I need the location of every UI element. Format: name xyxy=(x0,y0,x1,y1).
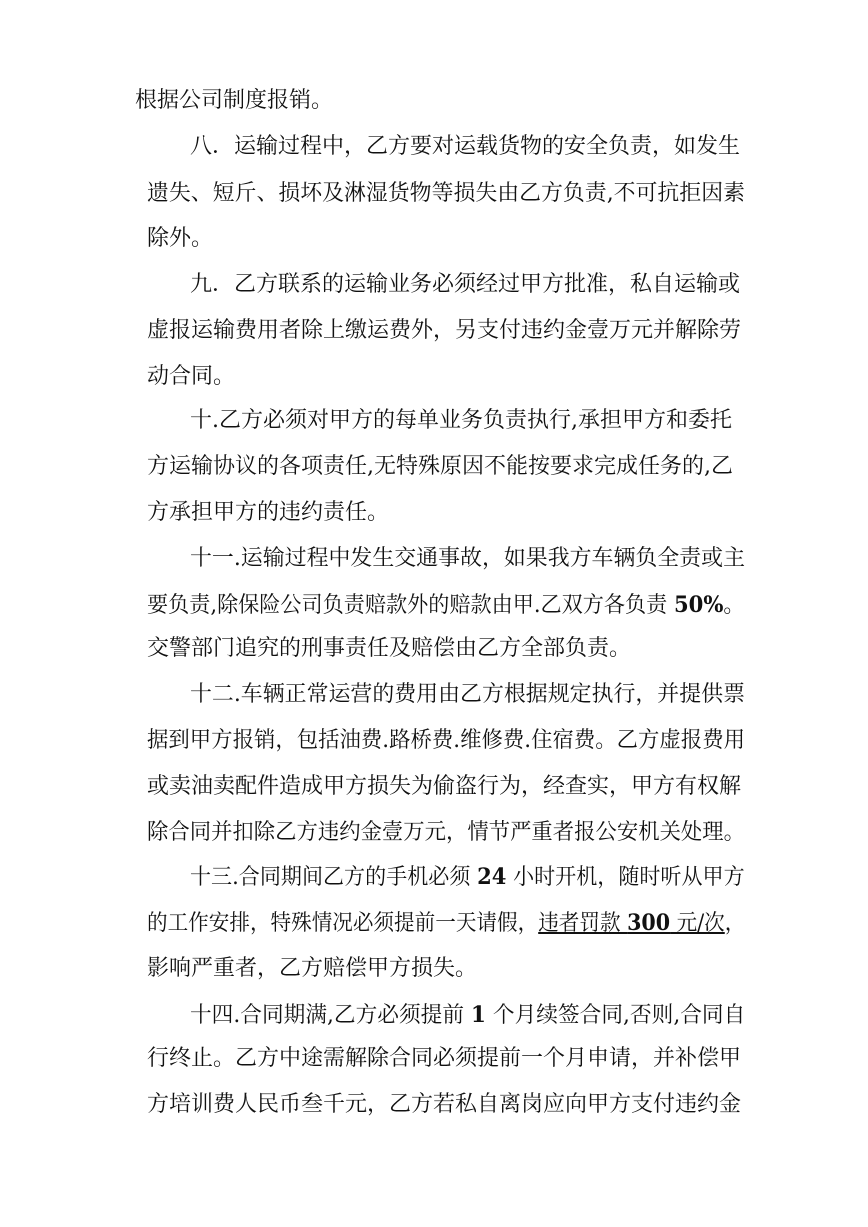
clause-11-line-1: 十一.运输过程中发生交通事故，如果我方车辆负全责或主 xyxy=(190,546,745,571)
penalty-underline xyxy=(538,911,725,936)
clause-9-line-2: 虚报运输费用者除上缴运费外，另支付违约金壹万元并解除劳 xyxy=(147,318,742,343)
clause-8-line-1: 八．运输过程中，乙方要对运载货物的安全负责，如发生 xyxy=(190,134,741,159)
clause-8-line-3: 除外。 xyxy=(147,226,214,251)
clause-9-line-3: 动合同。 xyxy=(147,364,236,389)
clause-13-line-3: 影响严重者，乙方赔偿甲方损失。 xyxy=(147,956,478,981)
clause-8-line-2: 遗失、短斤、损坏及淋湿货物等损失由乙方负责,不可抗拒因素 xyxy=(147,181,745,206)
clause-14-line-1-text: 十四.合同期满,乙方必须提前 xyxy=(190,1003,471,1028)
hours-value: 24 xyxy=(477,864,507,890)
clause-11-line-2-text: 要负责,除保险公司负责赔款外的赔款由甲.乙双方各负责 xyxy=(147,593,674,618)
clause-13-line-2-end: ， xyxy=(724,911,746,936)
clause-13-line-1-text: 十三.合同期间乙方的手机必须 xyxy=(190,865,478,890)
clause-11-line-2 xyxy=(147,590,745,621)
penalty-unit: 元/次 xyxy=(670,911,725,936)
clause-12-line-3: 或卖油卖配件造成甲方损失为偷盗行为，经查实，甲方有权解 xyxy=(147,774,742,799)
clause-11-line-2-end: 。 xyxy=(723,593,745,618)
clause-10-line-3: 方承担甲方的违约责任。 xyxy=(147,500,390,525)
clause-14-line-1-end: 个月续签合同,否则,合同自 xyxy=(486,1003,746,1028)
clause-14-line-1 xyxy=(190,1000,745,1031)
paragraph-line: 根据公司制度报销。 xyxy=(135,88,334,113)
months-value: 1 xyxy=(470,1002,487,1028)
clause-14-line-3: 方培训费人民币叁千元，乙方若私自离岗应向甲方支付违约金 xyxy=(147,1092,742,1117)
clause-11-line-3: 交警部门追究的刑事责任及赔偿由乙方全部负责。 xyxy=(147,636,632,661)
clause-12-line-4: 除合同并扣除乙方违约金壹万元，情节严重者报公安机关处理。 xyxy=(147,820,746,845)
clause-13-line-2 xyxy=(147,908,745,939)
penalty-prefix: 违者罚款 xyxy=(538,911,628,936)
clause-13-line-2-text: 的工作安排，特殊情况必须提前一天请假， xyxy=(147,911,539,936)
clause-12-line-2: 据到甲方报销，包括油费.路桥费.维修费.住宿费。乙方虚报费用 xyxy=(147,728,745,753)
penalty-amount: 300 xyxy=(627,910,671,936)
clause-12-line-1: 十二.车辆正常运营的费用由乙方根据规定执行，并提供票 xyxy=(190,682,745,707)
clause-10-line-1: 十.乙方必须对甲方的每单业务负责执行,承担甲方和委托 xyxy=(190,408,732,433)
clause-9-line-1: 九．乙方联系的运输业务必须经过甲方批准，私自运输或 xyxy=(190,272,741,297)
clause-14-line-2: 行终止。乙方中途需解除合同必须提前一个月申请，并补偿甲 xyxy=(147,1046,742,1071)
percentage-value: 50% xyxy=(673,592,724,618)
clause-10-line-2: 方运输协议的各项责任,无特殊原因不能按要求完成任务的,乙 xyxy=(147,454,733,479)
clause-13-line-1 xyxy=(190,862,745,893)
clause-13-line-1-end: 小时开机，随时听从甲方 xyxy=(506,865,745,890)
